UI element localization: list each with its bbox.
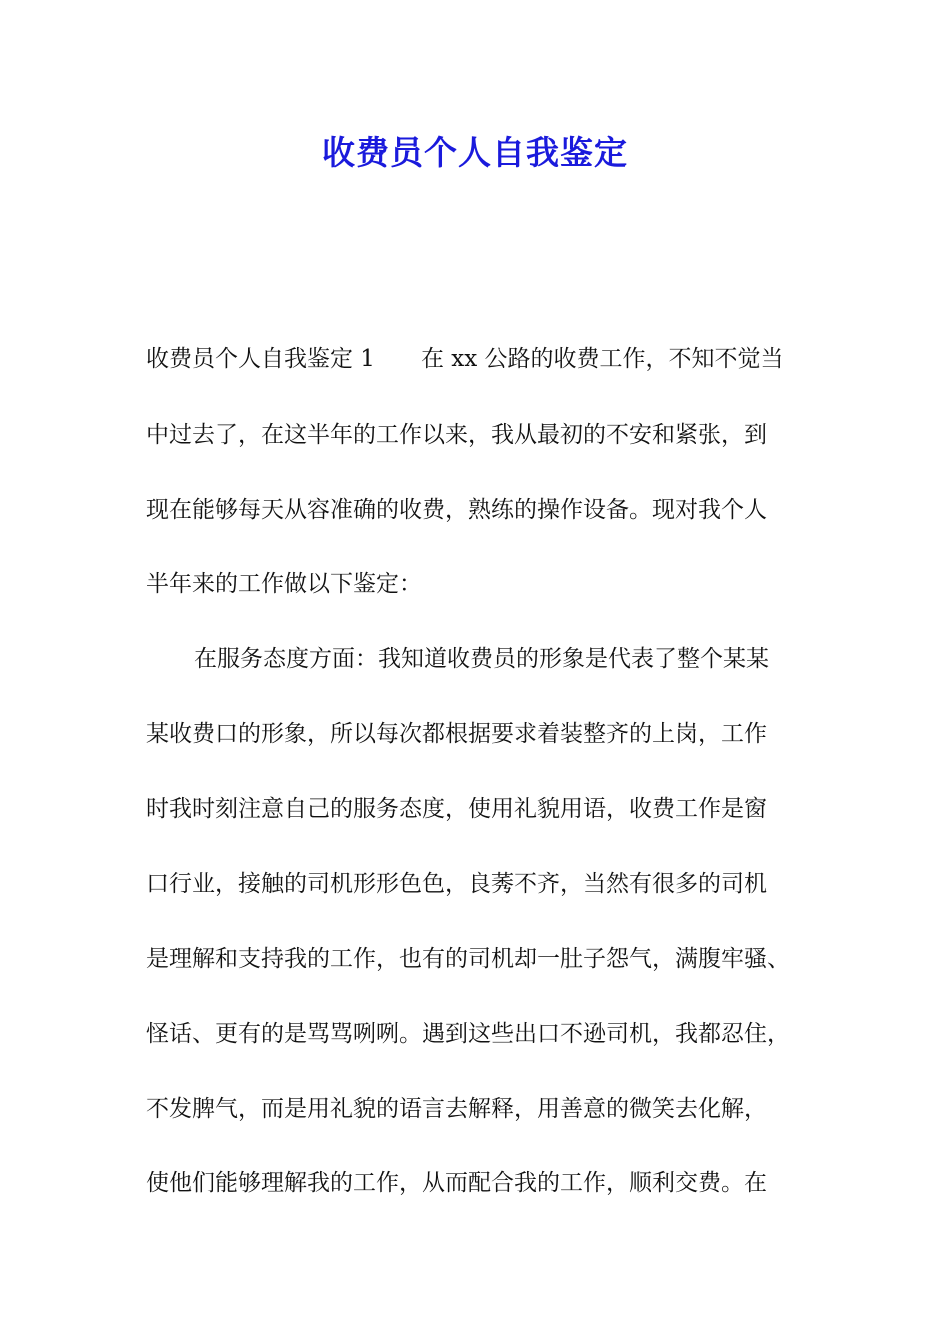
paragraph-line: 某收费口的形象，所以每次都根据要求着装整齐的上岗，工作 <box>146 721 767 747</box>
paragraph-line: 在服务态度方面：我知道收费员的形象是代表了整个某某 <box>194 646 769 672</box>
paragraph-line: 现在能够每天从容准确的收费，熟练的操作设备。现对我个人 <box>146 497 767 523</box>
paragraph-line: 中过去了，在这半年的工作以来，我从最初的不安和紧张，到 <box>146 422 767 448</box>
document-title: 收费员个人自我鉴定 <box>322 133 628 172</box>
paragraph-line: 怪话、更有的是骂骂咧咧。遇到这些出口不逊司机，我都忍住， <box>146 1021 790 1047</box>
paragraph-line: 半年来的工作做以下鉴定： <box>146 571 422 597</box>
paragraph-line: 口行业，接触的司机形形色色，良莠不齐，当然有很多的司机 <box>146 871 767 897</box>
paragraph-line: 使他们能够理解我的工作，从而配合我的工作，顺利交费。在 <box>146 1170 767 1196</box>
paragraph-line: 是理解和支持我的工作，也有的司机却一肚子怨气，满腹牢骚、 <box>146 946 790 972</box>
paragraph-line: 时我时刻注意自己的服务态度，使用礼貌用语，收费工作是窗 <box>146 796 767 822</box>
paragraph-line: 不发脾气，而是用礼貌的语言去解释，用善意的微笑去化解， <box>146 1096 767 1122</box>
paragraph-line: 收费员个人自我鉴定 1 在 xx 公路的收费工作，不知不觉当 <box>146 346 784 372</box>
